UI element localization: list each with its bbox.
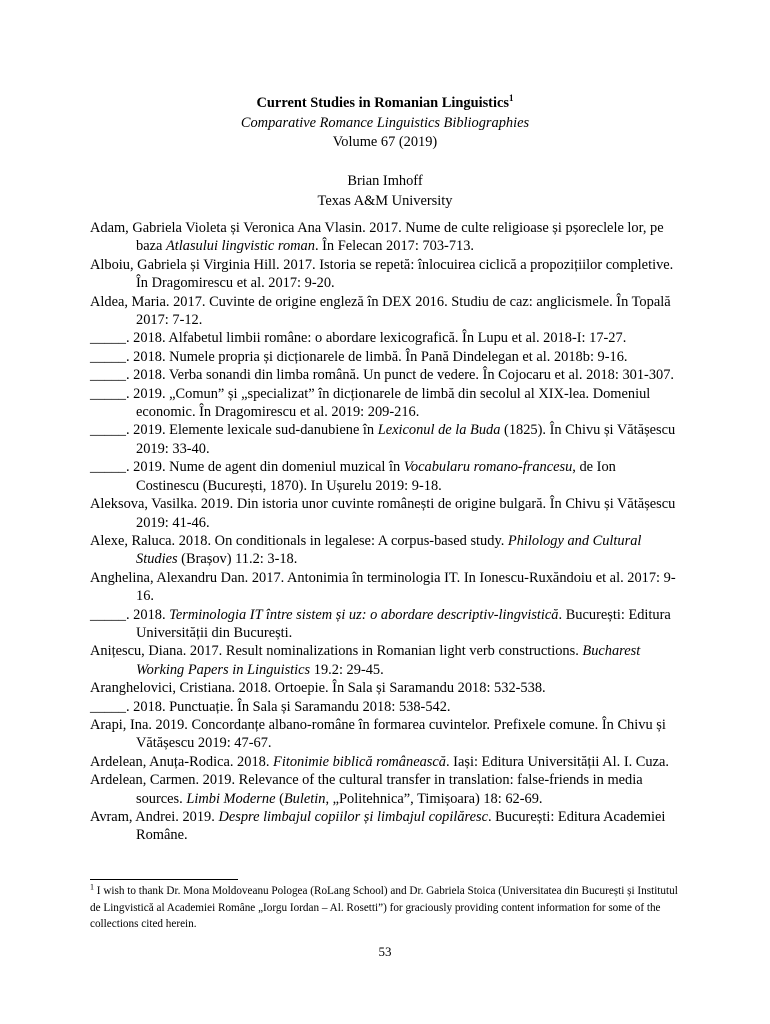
- entry-text: Aleksova, Vasilka. 2019. Din istoria unor cuvinte românești de origine bulgară. În Chivu și Vătășescu 2019: 41-46.: [90, 496, 676, 531]
- entry-text: _____. 2019. Elemente lexicale sud-danubiene în: [90, 422, 378, 439]
- document-header: [90, 94, 680, 211]
- entry-text: Alexe, Raluca. 2018. On conditionals in legalese: A corpus-based study.: [90, 532, 508, 549]
- entry-text: _____. 2018. Punctuație. În Sala și Saramandu 2018: 538-542.: [90, 698, 451, 715]
- page-number: 53: [378, 944, 392, 959]
- entry-text: Alboiu, Gabriela și Virginia Hill. 2017. Istoria se repetă: înlocuirea ciclică a propozițiilor completive. În Dragomirescu et al. 2017: 9-20.: [90, 256, 674, 292]
- entry-italic-text: Despre limbajul copiilor și limbajul copilăresc: [218, 809, 488, 825]
- entry-italic-text: Vocabularu romano-francesu: [403, 459, 573, 476]
- entry-italic-text: Buletin: [283, 790, 326, 807]
- page-subtitle: Comparative Romance Linguistics Bibliographies: [240, 114, 530, 131]
- entry-text: _____. 2019. Nume de agent din domeniul muzical în: [90, 459, 404, 476]
- title-text: Current Studies in Romanian Linguistics: [256, 95, 509, 111]
- bibliography-entry: [90, 808, 682, 845]
- footnote-divider: [90, 879, 238, 880]
- entry-text: _____. 2018. Alfabetul limbii române: o abordare lexicografică. În Lupu et al. 2018-I: 17-27.: [90, 330, 627, 347]
- entry-text: . București: Editura Academiei Române.: [136, 809, 666, 844]
- volume-label: Volume 67 (2019): [332, 134, 438, 150]
- entry-italic-text: Lexiconul de la Buda: [377, 422, 501, 439]
- author-name: Brian Imhoff: [347, 173, 423, 189]
- bibliography-entry: [90, 716, 682, 753]
- entry-text: Ardelean, Carmen. 2019. Relevance of the cultural transfer in translation: false-friends in media sources.: [90, 772, 643, 807]
- entry-italic-text: Limbi Moderne: [186, 790, 276, 807]
- entry-text: Anghelina, Alexandru Dan. 2017. Antonimia în terminologia IT. In Ionescu-Ruxăndoiu et al. 2017: 9-16.: [90, 569, 676, 605]
- author-affiliation: Texas A&M University: [317, 192, 453, 209]
- entry-text: . Iași: Editura Universității Al. I. Cuza.: [445, 753, 669, 770]
- entry-text: , de Ion Costinescu (București, 1870). In Ușurelu 2019: 9-18.: [136, 459, 616, 494]
- entry-text: Anițescu, Diana. 2017. Result nominalizations in Romanian light verb constructions.: [90, 643, 583, 660]
- entry-text: 19.2: 29-45.: [310, 661, 384, 678]
- entry-text: Aldea, Maria. 2017. Cuvinte de origine engleză în DEX 2016. Studiu de caz: anglicismele. În Topală 2017: 7-12.: [90, 293, 671, 329]
- bibliography-entry: [90, 495, 682, 532]
- footnote-text: I wish to thank Dr. Mona Moldoveanu Pologea (RoLang School) and Dr. Gabriela Stoica (Universitatea din București și Institutul de Lingvistică al Academiei Române „Iorgu Iordan – Al. Rosetti”) for graciously providing content information for some of the collections cited herein.: [90, 885, 678, 930]
- bibliography-entry: [90, 219, 682, 256]
- bibliography-entry: [90, 771, 682, 808]
- header-spacer: [90, 153, 680, 173]
- entry-text: . București: Editura Universității din București.: [136, 606, 671, 641]
- entry-text: _____. 2018. Verba sonandi din limba română. Un punct de vedere. În Cojocaru et al. 2018: 301-307.: [90, 367, 675, 384]
- entry-text: . În Felecan 2017: 703-713.: [314, 238, 475, 255]
- bibliography-entry: [90, 606, 682, 643]
- entry-text: _____. 2019. „Comun” și „specializat” în dicționarele de limbă din secolul al XIX-lea. Domeniul economic. În Dragomirescu et al. 2019: 209-216.: [90, 385, 651, 421]
- bibliography-entry: [90, 385, 682, 422]
- footnote-marker: 1: [90, 882, 94, 892]
- entry-text: Avram, Andrei. 2019.: [90, 809, 219, 825]
- bibliography-entry: [90, 366, 682, 384]
- page-title: [90, 94, 680, 114]
- bibliography-list: [90, 219, 682, 845]
- footnote: [90, 883, 682, 933]
- footnote-reference: 1: [508, 93, 514, 104]
- entry-text: (Brașov) 11.2: 3-18.: [177, 551, 298, 568]
- entry-text: (1825). În Chivu și Vătășescu 2019: 33-40.: [136, 422, 676, 457]
- entry-text: (: [275, 790, 284, 807]
- bibliography-entry: [90, 698, 682, 716]
- bibliography-entry: [90, 642, 682, 679]
- bibliography-entry: [90, 532, 682, 569]
- entry-italic-text: Bucharest Working Papers in Linguistics: [136, 643, 641, 678]
- bibliography-entry: [90, 679, 682, 697]
- entry-text: Aranghelovici, Cristiana. 2018. Ortoepie. În Sala și Saramandu 2018: 532-538.: [90, 680, 546, 697]
- entry-italic-text: Fitonimie biblică românească: [273, 753, 446, 770]
- entry-italic-text: Philology and Cultural Studies: [136, 532, 642, 568]
- entry-text: , „Politehnica”, Timișoara) 18: 62-69.: [325, 790, 543, 807]
- bibliography-entry: [90, 421, 682, 458]
- entry-text: Arapi, Ina. 2019. Concordanțe albano-române în formarea cuvintelor. Prefixele comune. În Chivu și Vătășescu 2019: 47-67.: [90, 716, 666, 752]
- entry-text: Adam, Gabriela Violeta și Veronica Ana Vlasin. 2017. Nume de culte religioase și pșoreclele lor, pe baza: [90, 220, 664, 255]
- bibliography-entry: [90, 348, 682, 366]
- bibliography-entry: [90, 458, 682, 495]
- bibliography-entry: [90, 329, 682, 347]
- bibliography-entry: [90, 256, 682, 293]
- entry-text: _____. 2018.: [90, 606, 170, 623]
- bibliography-entry: [90, 753, 682, 771]
- bibliography-entry: [90, 293, 682, 330]
- entry-text: _____. 2018. Numele propria și dicționarele de limbă. În Pană Dindelegan et al. 2018b: 9-16.: [90, 348, 628, 365]
- entry-italic-text: Terminologia IT între sistem și uz: o abordare descriptiv-lingvistică: [169, 606, 559, 623]
- entry-text: Ardelean, Anuța-Rodica. 2018.: [90, 753, 274, 770]
- bibliography-entry: [90, 569, 682, 606]
- entry-italic-text: Atlasului lingvistic roman: [165, 238, 315, 255]
